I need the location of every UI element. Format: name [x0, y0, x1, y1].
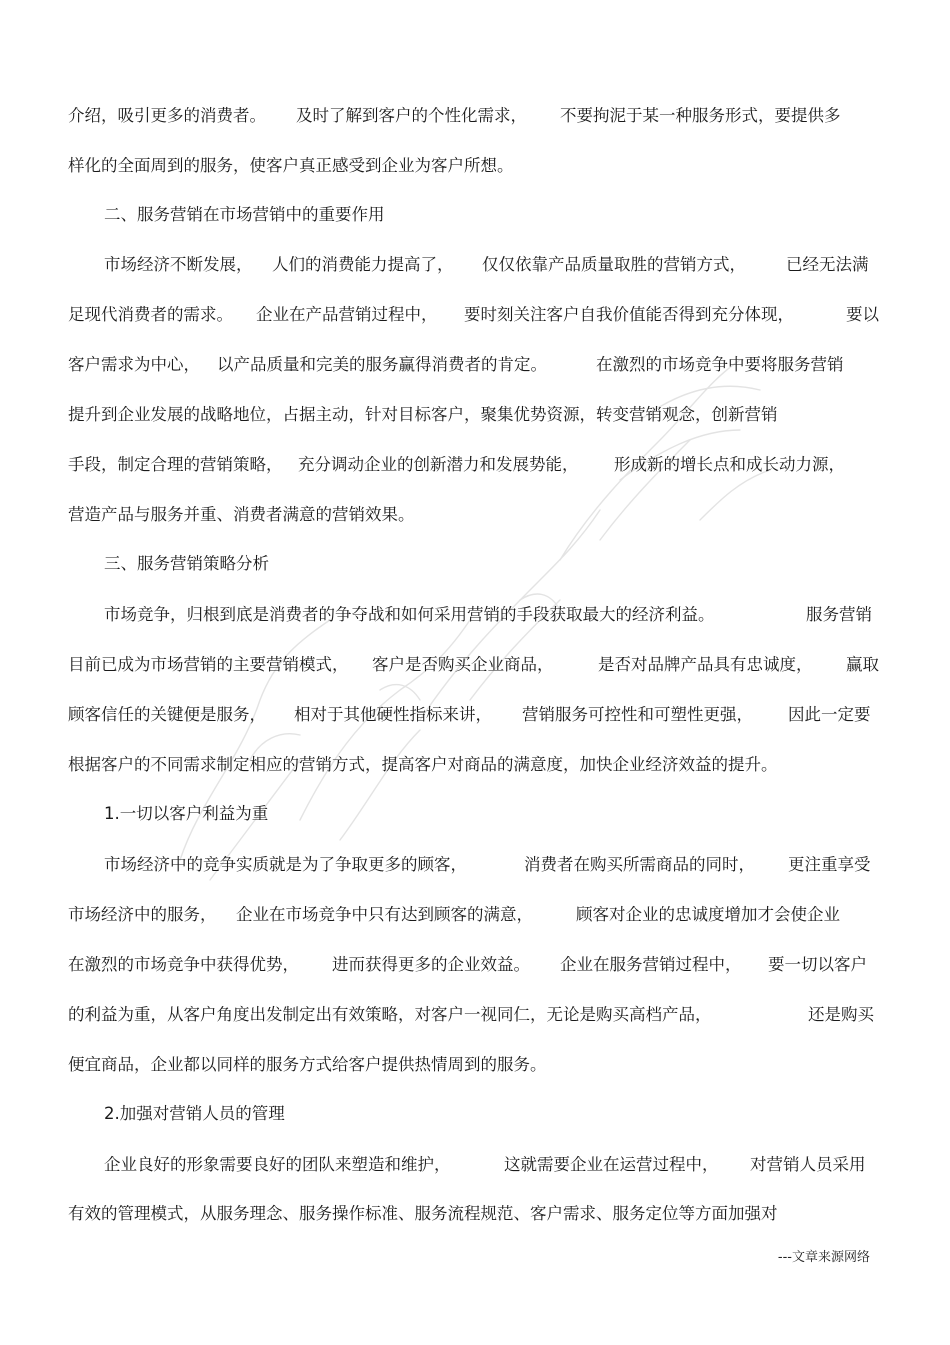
text-segment: 消费者在购买所需商品的同时，: [524, 855, 755, 874]
text-segment: 因此一定要: [788, 705, 871, 724]
text-segment: 更注重享受: [788, 855, 871, 874]
text-segment: 顾客对企业的忠诚度增加才会使企业: [576, 905, 840, 924]
text-segment: 还是购买: [808, 1005, 874, 1024]
text-segment: 人们的消费能力提高了，: [272, 255, 454, 274]
text-segment: 客户是否购买企业商品，: [372, 655, 554, 674]
source-note: ---文章来源网络: [777, 1250, 870, 1265]
text-segment: 不要拘泥于某一种服务形式，要提供多: [560, 106, 841, 125]
text-segment: 三、服务营销策略分析: [104, 554, 269, 573]
text-segment: 已经无法满: [786, 255, 869, 274]
text-segment: 形成新的增长点和成长动力源，: [614, 455, 845, 474]
text-segment: 赢取: [846, 655, 879, 674]
text-segment: 企业良好的形象需要良好的团队来塑造和维护，: [104, 1155, 451, 1174]
text-segment: 及时了解到客户的个性化需求，: [296, 106, 527, 125]
text-segment: 要一切以客户: [768, 955, 867, 974]
text-segment: 市场经济中的服务，: [68, 905, 217, 924]
text-segment: 市场竞争，归根到底是消费者的争夺战和如何采用营销的手段获取最大的经济利益。: [104, 605, 715, 624]
text-segment: 以产品质量和完美的服务赢得消费者的肯定。: [217, 355, 547, 374]
text-segment: 企业在产品营销过程中，: [256, 305, 438, 324]
text-segment: 2.加强对营销人员的管理: [104, 1104, 285, 1123]
text-segment: 仅仅依靠产品质量取胜的营销方式，: [482, 255, 746, 274]
text-segment: 介绍，吸引更多的消费者。: [68, 106, 266, 125]
text-segment: 1.一切以客户利益为重: [104, 804, 269, 823]
text-segment: 根据客户的不同需求制定相应的营销方式，提高客户对商品的满意度，加快企业经济效益的提升。: [68, 755, 778, 774]
text-segment: 足现代消费者的需求。: [68, 305, 233, 324]
text-segment: 充分调动企业的创新潜力和发展势能，: [298, 455, 579, 474]
text-segment: 便宜商品，企业都以同样的服务方式给客户提供热情周到的服务。: [68, 1055, 547, 1074]
text-segment: 样化的全面周到的服务，使客户真正感受到企业为客户所想。: [68, 156, 514, 175]
text-segment: 市场经济中的竞争实质就是为了争取更多的顾客，: [104, 855, 467, 874]
text-segment: 是否对品牌产品具有忠诚度，: [598, 655, 813, 674]
text-segment: 的利益为重，从客户角度出发制定出有效策略，对客户一视同仁，无论是购买高档产品，: [68, 1005, 712, 1024]
text-segment: 市场经济不断发展，: [104, 255, 253, 274]
text-segment: 有效的管理模式，从服务理念、服务操作标准、服务流程规范、客户需求、服务定位等方面加强对: [68, 1204, 778, 1223]
text-segment: 手段，制定合理的营销策略，: [68, 455, 283, 474]
text-segment: 在激烈的市场竞争中获得优势，: [68, 955, 299, 974]
text-segment: 这就需要企业在运营过程中，: [504, 1155, 719, 1174]
text-segment: 对营销人员采用: [750, 1155, 866, 1174]
text-segment: 企业在市场竞争中只有达到顾客的满意，: [236, 905, 533, 924]
text-segment: 相对于其他硬性指标来讲，: [294, 705, 492, 724]
text-segment: 营销服务可控性和可塑性更强，: [522, 705, 753, 724]
text-segment: 顾客信任的关键便是服务，: [68, 705, 266, 724]
text-segment: 要以: [846, 305, 879, 324]
text-segment: 进而获得更多的企业效益。: [332, 955, 530, 974]
text-segment: 营造产品与服务并重、消费者满意的营销效果。: [68, 505, 415, 524]
text-segment: 要时刻关注客户自我价值能否得到充分体现，: [464, 305, 794, 324]
text-segment: 二、服务营销在市场营销中的重要作用: [104, 205, 385, 224]
text-segment: 在激烈的市场竞争中要将服务营销: [596, 355, 844, 374]
text-segment: 服务营销: [806, 605, 872, 624]
text-segment: 企业在服务营销过程中，: [560, 955, 742, 974]
text-segment: 目前已成为市场营销的主要营销模式，: [68, 655, 349, 674]
text-segment: 客户需求为中心，: [68, 355, 200, 374]
text-segment: 提升到企业发展的战略地位，占据主动，针对目标客户，聚集优势资源，转变营销观念，创新营销: [68, 405, 778, 424]
